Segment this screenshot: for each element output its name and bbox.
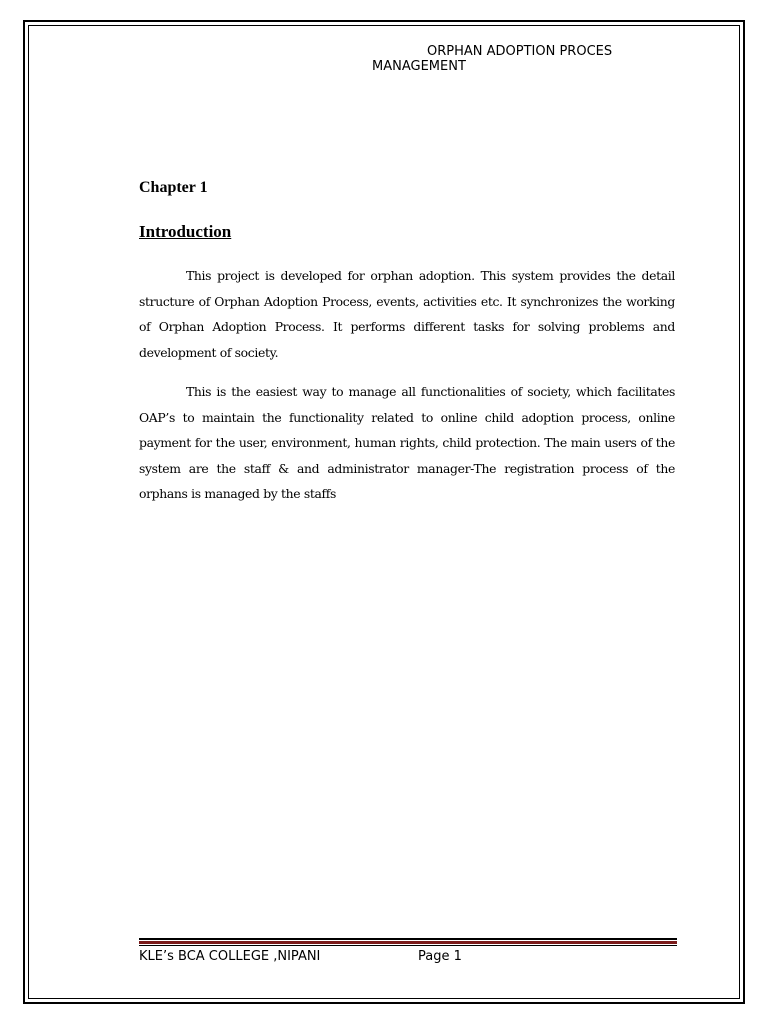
chapter-label: Chapter 1 (139, 179, 208, 196)
footer-college-name: KLE’s BCA COLLEGE ,NIPANI (139, 949, 321, 964)
body-paragraph-2: This is the easiest way to manage all functionalities of society, which facilitates OAP’s to maintain the functionality related to online child adoption process, online payment for the user, environment, human rights, child protection. The main users of the system are the staff & and administrator manager-The registration process of the orphans is managed by the staffs (139, 384, 675, 501)
body-paragraph-1: This project is developed for orphan adoption. This system provides the detail structure of Orphan Adoption Process, events, activities etc. It synchronizes the working of Orphan Adoption Process. It performs different tasks for solving problems and development of society. (139, 268, 675, 360)
header-title-line2: MANAGEMENT (372, 59, 466, 74)
footer-rule-top (139, 938, 677, 940)
footer-rule-accent (139, 941, 677, 944)
footer-page-number: Page 1 (418, 949, 462, 964)
section-title: Introduction (139, 222, 232, 241)
footer-rule-bottom (139, 945, 677, 946)
page-border-inner (28, 25, 740, 999)
header-title-line1: ORPHAN ADOPTION PROCES (427, 44, 613, 59)
